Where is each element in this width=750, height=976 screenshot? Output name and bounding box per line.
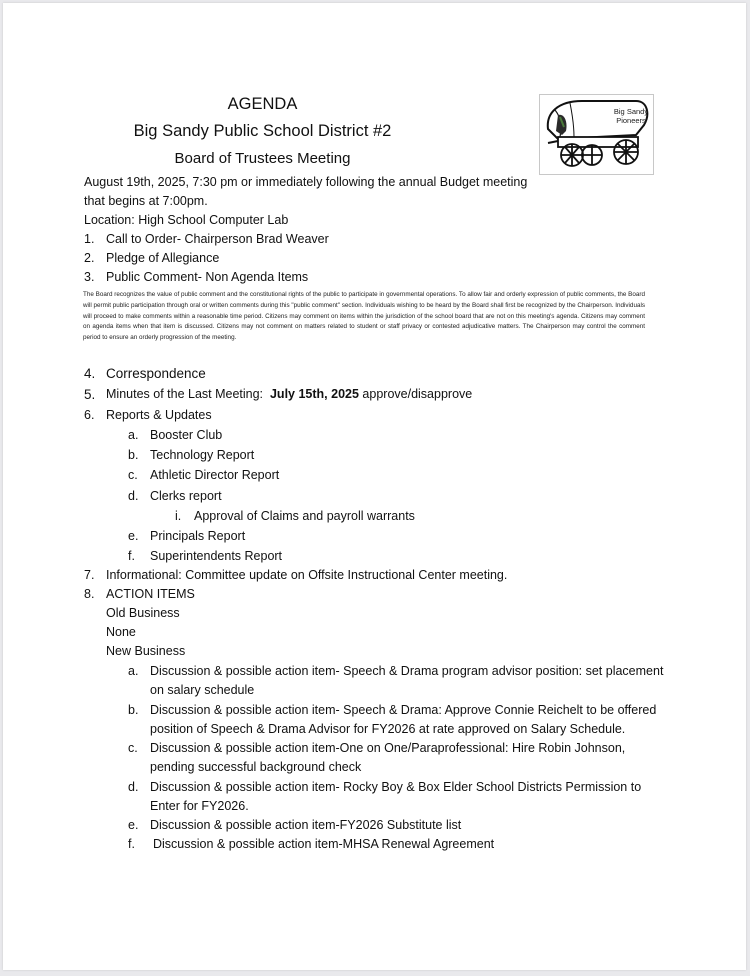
item-3-text: Public Comment- Non Agenda Items <box>106 270 309 284</box>
item-1-number: 1. <box>84 232 95 246</box>
item-4-number: 4. <box>84 366 96 381</box>
item-4-text: Correspondence <box>106 366 206 381</box>
report-technology: Technology Report <box>150 448 255 462</box>
report-b-letter: b. <box>128 448 139 462</box>
meeting-date-line2: that begins at 7:00pm. <box>84 194 208 208</box>
item-5-action: approve/disapprove <box>362 387 473 401</box>
new-b-line2: position of Speech & Drama Advisor for FY2026 at rate approved on Salary Schedule. <box>150 722 626 736</box>
new-e-text: Discussion & possible action item-FY2026 Substitute list <box>150 818 462 832</box>
report-a-letter: a. <box>128 428 139 442</box>
new-c-letter: c. <box>128 741 138 755</box>
new-business-label: New Business <box>106 644 186 658</box>
report-superintendents: Superintendents Report <box>150 549 283 563</box>
item-2-number: 2. <box>84 251 95 265</box>
report-f-letter: f. <box>128 549 135 563</box>
new-f-letter: f. <box>128 837 135 851</box>
report-d-letter: d. <box>128 489 139 503</box>
report-principals: Principals Report <box>150 529 246 543</box>
meeting-name: Board of Trustees Meeting <box>174 150 351 167</box>
new-a-letter: a. <box>128 664 139 678</box>
item-5-date: July 15th, 2025 <box>269 387 359 401</box>
item-5-label: Minutes of the Last Meeting: <box>106 387 264 401</box>
old-business-label: Old Business <box>106 606 180 620</box>
item-1-text: Call to Order- Chairperson Brad Weaver <box>106 232 329 246</box>
item-8-number: 8. <box>84 587 95 601</box>
new-d-letter: d. <box>128 780 139 794</box>
new-e-letter: e. <box>128 818 139 832</box>
public-comment-notice: The Board recognizes the value of public comment and the constitutional rights of the public to participate in governmental operations. To allow fair and orderly expression of public comments, the Board will permit public participation through oral or written comments during this "public comment" section. Individuals wishing to be heard by the Board shall first be recognized by the Chairperson. Individuals will proceed to make comments within a reasonable time period. Citizens may comment on items within the jurisdiction of the school board that are not on this meeting's agenda. Citizens may comment on agenda items when that item is discussed. Citizens may not comment on matters related to student or staff privacy or contested adjudicative matters. The Chairperson may control the comment period to ensure an orderly progression of the meeting. <box>83 291 645 342</box>
new-f-text: Discussion & possible action item-MHSA Renewal Agreement <box>153 837 495 851</box>
item-5-text <box>106 387 472 402</box>
new-a-line1: Discussion & possible action item- Speech & Drama program advisor position: set placement <box>150 664 664 678</box>
item-7-text: Informational: Committee update on Offsite Instructional Center meeting. <box>106 568 508 582</box>
meeting-date-line1: August 19th, 2025, 7:30 pm or immediately following the annual Budget meeting <box>84 175 528 189</box>
item-6-number: 6. <box>84 408 95 422</box>
item-6-text: Reports & Updates <box>106 408 212 422</box>
logo-text-line1: Big Sandy <box>613 107 649 116</box>
logo-text-line2: Pioneers <box>616 116 646 125</box>
meeting-location: Location: High School Computer Lab <box>84 213 289 227</box>
item-7-number: 7. <box>84 568 95 582</box>
new-c-line1: Discussion & possible action item-One on One/Paraprofessional: Hire Robin Johnson, <box>150 741 626 755</box>
new-d-line2: Enter for FY2026. <box>150 799 249 813</box>
item-2-text: Pledge of Allegiance <box>106 251 220 265</box>
item-8-text: ACTION ITEMS <box>106 587 195 601</box>
report-clerks: Clerks report <box>150 489 222 503</box>
item-3-number: 3. <box>84 270 95 284</box>
report-athletic-director: Athletic Director Report <box>150 468 280 482</box>
new-a-line2: on salary schedule <box>150 683 255 697</box>
agenda-heading: AGENDA <box>227 95 298 113</box>
new-c-line2: pending successful background check <box>150 760 362 774</box>
school-logo <box>539 94 654 175</box>
report-d-i-numeral: i. <box>175 509 182 523</box>
report-booster-club: Booster Club <box>150 428 223 442</box>
new-d-line1: Discussion & possible action item- Rocky Boy & Box Elder School Districts Permission to <box>150 780 642 794</box>
item-5-number: 5. <box>84 387 96 402</box>
new-b-letter: b. <box>128 703 139 717</box>
report-e-letter: e. <box>128 529 139 543</box>
report-claims-approval: Approval of Claims and payroll warrants <box>194 509 415 523</box>
district-name: Big Sandy Public School District #2 <box>133 122 392 140</box>
new-b-line1: Discussion & possible action item- Speech & Drama: Approve Connie Reichelt to be offered <box>150 703 657 717</box>
old-business-none: None <box>106 625 136 639</box>
report-c-letter: c. <box>128 468 138 482</box>
